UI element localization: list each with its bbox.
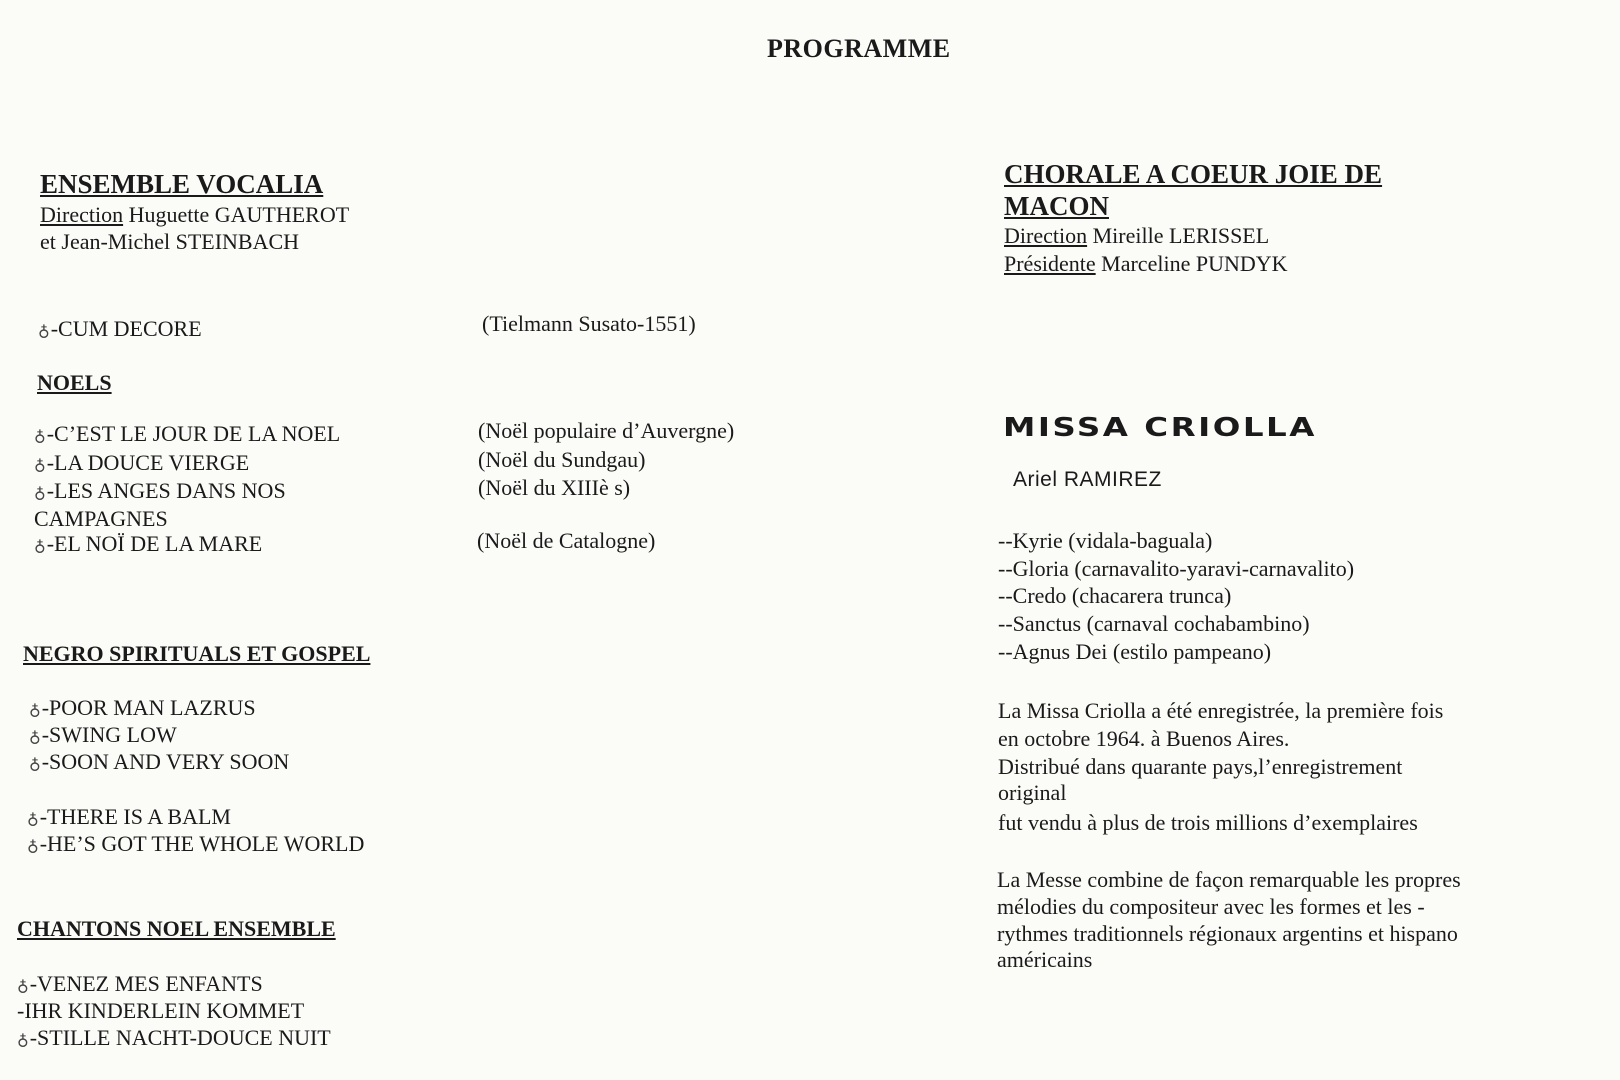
movement-item: --Credo (chacarera trunca) xyxy=(998,583,1232,608)
bullet-icon: ♁ xyxy=(29,702,41,719)
spiritual-item: ♁-SWING LOW xyxy=(29,722,177,747)
left-group-name: ENSEMBLE VOCALIA xyxy=(40,169,324,199)
left-direction-label: Direction xyxy=(40,202,124,227)
para2-line: américains xyxy=(997,947,1093,972)
right-president xyxy=(1004,250,1288,277)
spiritual-item: ♁-POOR MAN LAZRUS xyxy=(29,695,256,720)
bullet-icon: ♁ xyxy=(38,323,50,340)
movement-item: --Agnus Dei (estilo pampeano) xyxy=(998,639,1272,664)
right-group-name-line2: MACON xyxy=(1004,191,1109,221)
left-direction-line2: et Jean-Michel STEINBACH xyxy=(40,229,300,254)
para1-line: fut vendu à plus de trois millions d’exemplaires xyxy=(998,810,1418,835)
para2-line: rythmes traditionnels régionaux argentins et hispano xyxy=(997,921,1458,946)
right-direction-name: Mireille LERISSEL xyxy=(1092,223,1270,248)
bullet-icon: ♁ xyxy=(27,838,39,855)
movement-item: --Sanctus (carnaval cochabambino) xyxy=(998,611,1310,636)
chantons-item: ♁-VENEZ MES ENFANTS xyxy=(17,971,263,996)
para2-line: La Messe combine de façon remarquable les propres xyxy=(997,867,1461,892)
bullet-icon: ♁ xyxy=(34,538,46,555)
left-direction-names: Huguette GAUTHEROT xyxy=(128,202,350,227)
right-president-label: Présidente xyxy=(1004,251,1096,276)
composer: Ariel RAMIREZ xyxy=(1013,468,1162,491)
bullet-icon: ♁ xyxy=(34,457,46,474)
noel-note: (Noël populaire d’Auvergne) xyxy=(478,418,735,443)
bullet-icon: ♁ xyxy=(27,811,39,828)
bullet-icon: ♁ xyxy=(17,1032,29,1049)
bullet-icon: ♁ xyxy=(29,756,41,773)
noel-note: (Noël de Catalogne) xyxy=(477,528,656,553)
right-direction xyxy=(1004,222,1269,249)
page-title: PROGRAMME xyxy=(767,34,951,63)
right-group-name-line1: CHORALE A COEUR JOIE DE xyxy=(1004,159,1383,189)
noel-item: ♁-LES ANGES DANS NOS xyxy=(34,478,286,503)
work-title: MISSA CRIOLLA xyxy=(1003,413,1317,443)
chantons-item: ♁-STILLE NACHT-DOUCE NUIT xyxy=(17,1025,331,1050)
left-direction xyxy=(40,201,349,228)
spiritual-item: ♁-HE’S GOT THE WHOLE WORLD xyxy=(27,831,365,856)
noels-heading: NOELS xyxy=(37,370,112,395)
movement-item: --Kyrie (vidala-baguala) xyxy=(998,528,1213,553)
para2-line: mélodies du compositeur avec les formes et les - xyxy=(997,894,1425,919)
spirituals-heading: NEGRO SPIRITUALS ET GOSPEL xyxy=(23,641,371,666)
opening-note: (Tielmann Susato-1551) xyxy=(482,311,696,336)
opening-item xyxy=(38,315,202,345)
bullet-icon: ♁ xyxy=(34,428,46,445)
noel-item-continued: CAMPAGNES xyxy=(34,506,168,531)
para1-line: original xyxy=(998,780,1067,805)
right-direction-label: Direction xyxy=(1004,223,1088,248)
spiritual-item: ♁-THERE IS A BALM xyxy=(27,804,231,829)
bullet-icon: ♁ xyxy=(29,729,41,746)
spiritual-item: ♁-SOON AND VERY SOON xyxy=(29,749,290,774)
noel-note: (Noël du XIIIè s) xyxy=(478,475,631,500)
movement-item: --Gloria (carnavalito-yaravi-carnavalito) xyxy=(998,556,1355,581)
para1-line: Distribué dans quarante pays,l’enregistrement xyxy=(998,754,1403,779)
noel-item: ♁-LA DOUCE VIERGE xyxy=(34,450,250,475)
bullet-icon: ♁ xyxy=(34,485,46,502)
noel-item: ♁-EL NOÏ DE LA MARE xyxy=(34,531,263,556)
noel-note: (Noël du Sundgau) xyxy=(478,447,646,472)
opening-title: -CUM DECORE xyxy=(50,316,202,341)
para1-line: La Missa Criolla a été enregistrée, la première fois xyxy=(998,698,1444,723)
right-president-name: Marceline PUNDYK xyxy=(1101,251,1288,276)
bullet-icon: ♁ xyxy=(17,978,29,995)
para1-line: en octobre 1964. à Buenos Aires. xyxy=(998,726,1290,751)
noel-item: ♁-C’EST LE JOUR DE LA NOEL xyxy=(34,421,341,446)
chantons-item: -IHR KINDERLEIN KOMMET xyxy=(17,998,305,1023)
chantons-heading: CHANTONS NOEL ENSEMBLE xyxy=(17,916,336,941)
